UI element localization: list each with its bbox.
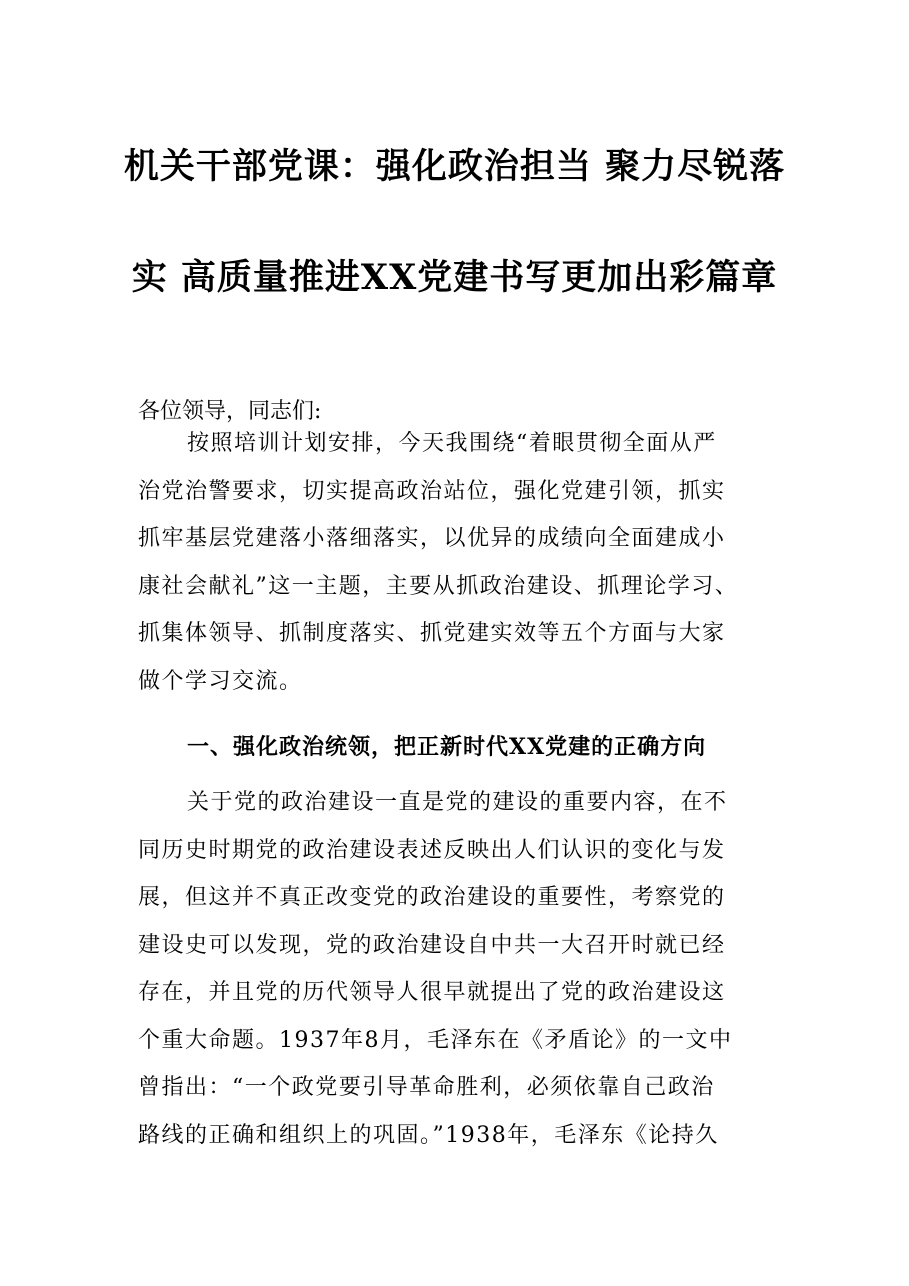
salutation: 各位领导，同志们: — [138, 399, 322, 424]
paragraph-line: 曾指出：“一个政党要引导革命胜利，必须依靠自己政治 — [138, 1075, 715, 1100]
document-title-line-1: 机关干部党课：强化政治担当 聚力尽锐落 — [123, 146, 786, 187]
document-title-line-2: 实 高质量推进XX党建书写更加出彩篇章 — [131, 257, 778, 298]
paragraph-political-building — [138, 779, 778, 1159]
paragraph-line: 存在，并且党的历代领导人很早就提出了党的政治建设这 — [138, 980, 726, 1005]
paragraph-line: 抓集体领导、抓制度落实、抓党建实效等五个方面与大家 — [138, 621, 726, 646]
paragraph-line: 路线的正确和组织上的巩固。”1938年，毛泽东《论持久 — [138, 1122, 719, 1148]
paragraph-line: 个重大命题。1937年8月，毛泽东在《矛盾论》的一文中 — [138, 1027, 733, 1053]
paragraph-line: 按照培训计划安排，今天我围绕“着眼贯彻全面从严 — [187, 431, 717, 456]
section-heading-1: 一、强化政治统领，把正新时代XX党建的正确方向 — [187, 734, 707, 760]
paragraph-line: 展，但这并不真正改变党的政治建设的重要性，考察党的 — [138, 885, 726, 910]
paragraph-line: 康社会献礼”这一主题，主要从抓政治建设、抓理论学习、 — [138, 573, 739, 599]
paragraph-line: 做个学习交流。 — [138, 668, 303, 694]
paragraph-line: 关于党的政治建设一直是党的建设的重要内容，在不 — [187, 790, 728, 815]
paragraph-line: 同历史时期党的政治建设表述反映出人们认识的变化与发 — [138, 837, 726, 863]
paragraph-line: 抓牢基层党建落小落细落实，以优异的成绩向全面建成小 — [138, 526, 726, 551]
paragraph-line: 治党治警要求，切实提高政治站位，强化党建引领，抓实 — [138, 478, 726, 504]
paragraph-line: 建设史可以发现，党的政治建设自中共一大召开时就已经 — [138, 932, 726, 958]
paragraph-intro — [138, 420, 778, 705]
